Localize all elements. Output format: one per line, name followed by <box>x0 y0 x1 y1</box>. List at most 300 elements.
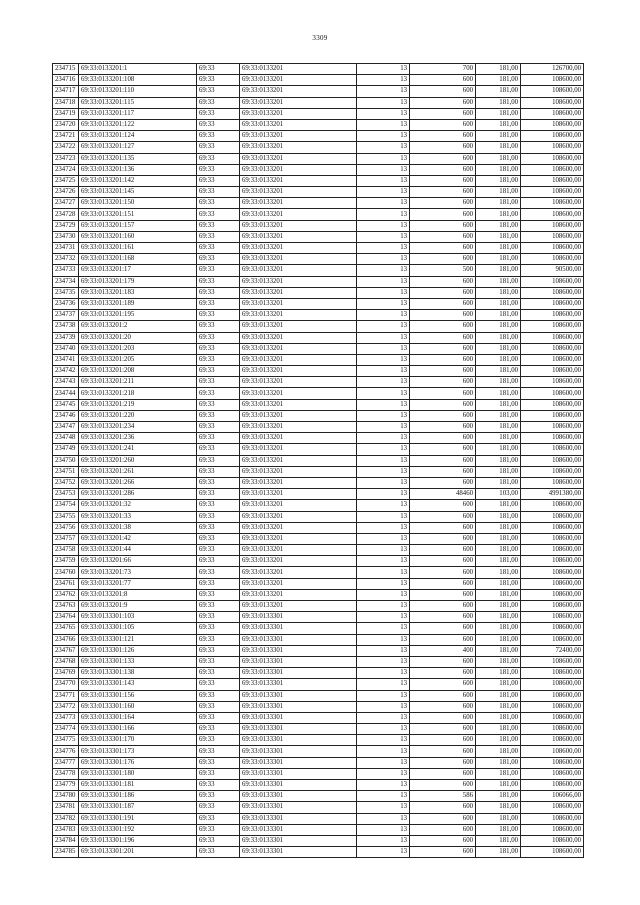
quarter-code-cell: 69:33:0133201 <box>240 276 357 287</box>
district-code-cell: 69:33 <box>197 243 240 254</box>
quarter-code-cell: 69:33:0133201 <box>240 321 357 332</box>
row-number-cell: 234761 <box>53 578 79 589</box>
table-row <box>53 455 584 466</box>
district-code-cell: 69:33 <box>197 298 240 309</box>
category-code-cell: 13 <box>357 332 410 343</box>
quarter-code-cell: 69:33:0133201 <box>240 578 357 589</box>
table-row <box>53 198 584 209</box>
category-code-cell: 13 <box>357 623 410 634</box>
category-code-cell: 13 <box>357 354 410 365</box>
quarter-code-cell: 69:33:0133301 <box>240 735 357 746</box>
quarter-code-cell: 69:33:0133201 <box>240 567 357 578</box>
cadastral-number-cell: 69:33:0133301:105 <box>79 623 197 634</box>
table-row <box>53 444 584 455</box>
district-code-cell: 69:33 <box>197 119 240 130</box>
quarter-code-cell: 69:33:0133301 <box>240 679 357 690</box>
table-row <box>53 511 584 522</box>
district-code-cell: 69:33 <box>197 444 240 455</box>
district-code-cell: 69:33 <box>197 589 240 600</box>
quarter-code-cell: 69:33:0133301 <box>240 746 357 757</box>
row-number-cell: 234778 <box>53 768 79 779</box>
cadastral-number-cell: 69:33:0133201:145 <box>79 187 197 198</box>
row-number-cell: 234721 <box>53 131 79 142</box>
category-code-cell: 13 <box>357 690 410 701</box>
table-row <box>53 354 584 365</box>
quarter-code-cell: 69:33:0133201 <box>240 198 357 209</box>
value-cell: 108600,00 <box>521 321 584 332</box>
quarter-code-cell: 69:33:0133301 <box>240 757 357 768</box>
area-cell: 500 <box>410 265 476 276</box>
area-cell: 600 <box>410 522 476 533</box>
district-code-cell: 69:33 <box>197 768 240 779</box>
area-cell: 600 <box>410 724 476 735</box>
quarter-code-cell: 69:33:0133201 <box>240 433 357 444</box>
category-code-cell: 13 <box>357 567 410 578</box>
district-code-cell: 69:33 <box>197 656 240 667</box>
area-cell: 600 <box>410 243 476 254</box>
area-cell: 600 <box>410 410 476 421</box>
category-code-cell: 13 <box>357 477 410 488</box>
quarter-code-cell: 69:33:0133201 <box>240 231 357 242</box>
area-cell: 600 <box>410 388 476 399</box>
cadastral-number-cell: 69:33:0133201:17 <box>79 265 197 276</box>
row-number-cell: 234720 <box>53 119 79 130</box>
row-number-cell: 234768 <box>53 656 79 667</box>
table-row <box>53 847 584 858</box>
row-number-cell: 234763 <box>53 601 79 612</box>
rate-cell: 181,00 <box>476 298 521 309</box>
category-code-cell: 13 <box>357 533 410 544</box>
value-cell: 108600,00 <box>521 254 584 265</box>
row-number-cell: 234769 <box>53 668 79 679</box>
table-row <box>53 164 584 175</box>
district-code-cell: 69:33 <box>197 265 240 276</box>
rate-cell: 181,00 <box>476 410 521 421</box>
rate-cell: 181,00 <box>476 466 521 477</box>
rate-cell: 181,00 <box>476 735 521 746</box>
cadastral-number-cell: 69:33:0133301:138 <box>79 668 197 679</box>
row-number-cell: 234773 <box>53 712 79 723</box>
category-code-cell: 13 <box>357 645 410 656</box>
district-code-cell: 69:33 <box>197 813 240 824</box>
value-cell: 108600,00 <box>521 209 584 220</box>
row-number-cell: 234732 <box>53 254 79 265</box>
cadastral-number-cell: 69:33:0133301:173 <box>79 746 197 757</box>
value-cell: 90500,00 <box>521 265 584 276</box>
quarter-code-cell: 69:33:0133301 <box>240 623 357 634</box>
category-code-cell: 13 <box>357 791 410 802</box>
district-code-cell: 69:33 <box>197 511 240 522</box>
category-code-cell: 13 <box>357 578 410 589</box>
row-number-cell: 234717 <box>53 86 79 97</box>
district-code-cell: 69:33 <box>197 276 240 287</box>
district-code-cell: 69:33 <box>197 366 240 377</box>
cadastral-number-cell: 69:33:0133301:180 <box>79 768 197 779</box>
table-row <box>53 97 584 108</box>
area-cell: 600 <box>410 578 476 589</box>
value-cell: 108600,00 <box>521 634 584 645</box>
area-cell: 600 <box>410 377 476 388</box>
cadastral-number-cell: 69:33:0133301:126 <box>79 645 197 656</box>
area-cell: 600 <box>410 656 476 667</box>
area-cell: 600 <box>410 332 476 343</box>
category-code-cell: 13 <box>357 712 410 723</box>
value-cell: 108600,00 <box>521 343 584 354</box>
area-cell: 586 <box>410 791 476 802</box>
area-cell: 600 <box>410 433 476 444</box>
quarter-code-cell: 69:33:0133201 <box>240 455 357 466</box>
district-code-cell: 69:33 <box>197 422 240 433</box>
row-number-cell: 234725 <box>53 175 79 186</box>
table-row <box>53 757 584 768</box>
value-cell: 108600,00 <box>521 444 584 455</box>
district-code-cell: 69:33 <box>197 332 240 343</box>
quarter-code-cell: 69:33:0133201 <box>240 354 357 365</box>
row-number-cell: 234746 <box>53 410 79 421</box>
quarter-code-cell: 69:33:0133201 <box>240 511 357 522</box>
category-code-cell: 13 <box>357 377 410 388</box>
rate-cell: 181,00 <box>476 835 521 846</box>
table-row <box>53 645 584 656</box>
table-row <box>53 567 584 578</box>
area-cell: 600 <box>410 623 476 634</box>
quarter-code-cell: 69:33:0133201 <box>240 142 357 153</box>
value-cell: 108600,00 <box>521 410 584 421</box>
cadastral-number-cell: 69:33:0133201:203 <box>79 343 197 354</box>
quarter-code-cell: 69:33:0133201 <box>240 589 357 600</box>
quarter-code-cell: 69:33:0133201 <box>240 265 357 276</box>
row-number-cell: 234735 <box>53 287 79 298</box>
category-code-cell: 13 <box>357 108 410 119</box>
area-cell: 600 <box>410 701 476 712</box>
rate-cell: 181,00 <box>476 500 521 511</box>
district-code-cell: 69:33 <box>197 310 240 321</box>
row-number-cell: 234754 <box>53 500 79 511</box>
rate-cell: 181,00 <box>476 254 521 265</box>
category-code-cell: 13 <box>357 209 410 220</box>
category-code-cell: 13 <box>357 444 410 455</box>
table-row <box>53 209 584 220</box>
row-number-cell: 234752 <box>53 477 79 488</box>
value-cell: 108600,00 <box>521 377 584 388</box>
category-code-cell: 13 <box>357 388 410 399</box>
value-cell: 108600,00 <box>521 533 584 544</box>
row-number-cell: 234743 <box>53 377 79 388</box>
quarter-code-cell: 69:33:0133201 <box>240 175 357 186</box>
category-code-cell: 13 <box>357 321 410 332</box>
value-cell: 108600,00 <box>521 556 584 567</box>
row-number-cell: 234749 <box>53 444 79 455</box>
district-code-cell: 69:33 <box>197 735 240 746</box>
cadastral-number-cell: 69:33:0133301:186 <box>79 791 197 802</box>
area-cell: 600 <box>410 175 476 186</box>
district-code-cell: 69:33 <box>197 75 240 86</box>
quarter-code-cell: 69:33:0133201 <box>240 187 357 198</box>
district-code-cell: 69:33 <box>197 668 240 679</box>
cadastral-number-cell: 69:33:0133201:151 <box>79 209 197 220</box>
category-code-cell: 13 <box>357 701 410 712</box>
district-code-cell: 69:33 <box>197 612 240 623</box>
district-code-cell: 69:33 <box>197 321 240 332</box>
category-code-cell: 13 <box>357 824 410 835</box>
value-cell: 108600,00 <box>521 813 584 824</box>
quarter-code-cell: 69:33:0133201 <box>240 366 357 377</box>
category-code-cell: 13 <box>357 500 410 511</box>
table-row <box>53 254 584 265</box>
category-code-cell: 13 <box>357 422 410 433</box>
row-number-cell: 234726 <box>53 187 79 198</box>
rate-cell: 181,00 <box>476 209 521 220</box>
row-number-cell: 234747 <box>53 422 79 433</box>
table-row <box>53 276 584 287</box>
cadastral-number-cell: 69:33:0133201:42 <box>79 533 197 544</box>
district-code-cell: 69:33 <box>197 780 240 791</box>
category-code-cell: 13 <box>357 522 410 533</box>
category-code-cell: 13 <box>357 198 410 209</box>
value-cell: 108600,00 <box>521 220 584 231</box>
cadastral-number-cell: 69:33:0133201:266 <box>79 477 197 488</box>
rate-cell: 181,00 <box>476 847 521 858</box>
rate-cell: 181,00 <box>476 802 521 813</box>
district-code-cell: 69:33 <box>197 198 240 209</box>
cadastral-number-cell: 69:33:0133301:192 <box>79 824 197 835</box>
value-cell: 108600,00 <box>521 668 584 679</box>
cadastral-number-cell: 69:33:0133201:136 <box>79 164 197 175</box>
value-cell: 108600,00 <box>521 455 584 466</box>
cadastral-number-cell: 69:33:0133301:143 <box>79 679 197 690</box>
row-number-cell: 234759 <box>53 556 79 567</box>
rate-cell: 181,00 <box>476 354 521 365</box>
row-number-cell: 234772 <box>53 701 79 712</box>
cadastral-number-cell: 69:33:0133201:160 <box>79 231 197 242</box>
quarter-code-cell: 69:33:0133201 <box>240 75 357 86</box>
district-code-cell: 69:33 <box>197 746 240 757</box>
quarter-code-cell: 69:33:0133301 <box>240 802 357 813</box>
cadastral-number-cell: 69:33:0133301:160 <box>79 701 197 712</box>
cadastral-number-cell: 69:33:0133301:164 <box>79 712 197 723</box>
table-row <box>53 690 584 701</box>
cadastral-number-cell: 69:33:0133201:161 <box>79 243 197 254</box>
district-code-cell: 69:33 <box>197 433 240 444</box>
area-cell: 600 <box>410 802 476 813</box>
category-code-cell: 13 <box>357 589 410 600</box>
table-row <box>53 298 584 309</box>
value-cell: 108600,00 <box>521 388 584 399</box>
category-code-cell: 13 <box>357 153 410 164</box>
area-cell: 600 <box>410 108 476 119</box>
value-cell: 108600,00 <box>521 332 584 343</box>
table-row <box>53 601 584 612</box>
value-cell: 4991380,00 <box>521 489 584 500</box>
cadastral-number-cell: 69:33:0133201:183 <box>79 287 197 298</box>
value-cell: 108600,00 <box>521 164 584 175</box>
district-code-cell: 69:33 <box>197 522 240 533</box>
rate-cell: 181,00 <box>476 265 521 276</box>
table-row <box>53 175 584 186</box>
value-cell: 108600,00 <box>521 287 584 298</box>
row-number-cell: 234760 <box>53 567 79 578</box>
cadastral-number-cell: 69:33:0133201:189 <box>79 298 197 309</box>
quarter-code-cell: 69:33:0133201 <box>240 489 357 500</box>
cadastral-number-cell: 69:33:0133301:156 <box>79 690 197 701</box>
row-number-cell: 234784 <box>53 835 79 846</box>
cadastral-number-cell: 69:33:0133301:103 <box>79 612 197 623</box>
rate-cell: 181,00 <box>476 567 521 578</box>
value-cell: 108600,00 <box>521 366 584 377</box>
value-cell: 108600,00 <box>521 422 584 433</box>
cadastral-number-cell: 69:33:0133201:211 <box>79 377 197 388</box>
rate-cell: 181,00 <box>476 433 521 444</box>
row-number-cell: 234742 <box>53 366 79 377</box>
value-cell: 108600,00 <box>521 399 584 410</box>
area-cell: 600 <box>410 847 476 858</box>
category-code-cell: 13 <box>357 735 410 746</box>
value-cell: 108600,00 <box>521 231 584 242</box>
cadastral-number-cell: 69:33:0133201:32 <box>79 500 197 511</box>
district-code-cell: 69:33 <box>197 847 240 858</box>
category-code-cell: 13 <box>357 433 410 444</box>
row-number-cell: 234736 <box>53 298 79 309</box>
table-row <box>53 64 584 75</box>
cadastral-number-cell: 69:33:0133301:170 <box>79 735 197 746</box>
district-code-cell: 69:33 <box>197 86 240 97</box>
cadastral-number-cell: 69:33:0133201:260 <box>79 455 197 466</box>
rate-cell: 181,00 <box>476 623 521 634</box>
rate-cell: 181,00 <box>476 287 521 298</box>
cadastral-number-cell: 69:33:0133201:219 <box>79 399 197 410</box>
value-cell: 108600,00 <box>521 108 584 119</box>
rate-cell: 181,00 <box>476 175 521 186</box>
cadastral-number-cell: 69:33:0133201:124 <box>79 131 197 142</box>
rate-cell: 181,00 <box>476 556 521 567</box>
area-cell: 600 <box>410 511 476 522</box>
row-number-cell: 234718 <box>53 97 79 108</box>
cadastral-number-cell: 69:33:0133301:166 <box>79 724 197 735</box>
row-number-cell: 234724 <box>53 164 79 175</box>
area-cell: 600 <box>410 119 476 130</box>
value-cell: 108600,00 <box>521 802 584 813</box>
rate-cell: 181,00 <box>476 310 521 321</box>
table-row <box>53 399 584 410</box>
cadastral-number-cell: 69:33:0133201:234 <box>79 422 197 433</box>
category-code-cell: 13 <box>357 601 410 612</box>
table-row <box>53 86 584 97</box>
table-row <box>53 310 584 321</box>
table-row <box>53 802 584 813</box>
rate-cell: 181,00 <box>476 780 521 791</box>
quarter-code-cell: 69:33:0133301 <box>240 813 357 824</box>
value-cell: 108600,00 <box>521 768 584 779</box>
rate-cell: 181,00 <box>476 768 521 779</box>
area-cell: 600 <box>410 97 476 108</box>
area-cell: 600 <box>410 500 476 511</box>
table-row <box>53 187 584 198</box>
rate-cell: 181,00 <box>476 612 521 623</box>
category-code-cell: 13 <box>357 287 410 298</box>
category-code-cell: 13 <box>357 231 410 242</box>
row-number-cell: 234733 <box>53 265 79 276</box>
area-cell: 600 <box>410 589 476 600</box>
district-code-cell: 69:33 <box>197 287 240 298</box>
area-cell: 600 <box>410 455 476 466</box>
table-row <box>53 522 584 533</box>
table-row <box>53 768 584 779</box>
table-row <box>53 410 584 421</box>
area-cell: 600 <box>410 757 476 768</box>
area-cell: 600 <box>410 466 476 477</box>
area-cell: 600 <box>410 187 476 198</box>
rate-cell: 181,00 <box>476 388 521 399</box>
category-code-cell: 13 <box>357 64 410 75</box>
rate-cell: 181,00 <box>476 455 521 466</box>
area-cell: 600 <box>410 601 476 612</box>
rate-cell: 181,00 <box>476 75 521 86</box>
category-code-cell: 13 <box>357 243 410 254</box>
district-code-cell: 69:33 <box>197 701 240 712</box>
value-cell: 108600,00 <box>521 354 584 365</box>
rate-cell: 181,00 <box>476 712 521 723</box>
row-number-cell: 234756 <box>53 522 79 533</box>
quarter-code-cell: 69:33:0133301 <box>240 847 357 858</box>
area-cell: 600 <box>410 198 476 209</box>
table-row <box>53 533 584 544</box>
value-cell: 108600,00 <box>521 835 584 846</box>
area-cell: 600 <box>410 477 476 488</box>
area-cell: 600 <box>410 746 476 757</box>
quarter-code-cell: 69:33:0133201 <box>240 343 357 354</box>
row-number-cell: 234728 <box>53 209 79 220</box>
category-code-cell: 13 <box>357 489 410 500</box>
category-code-cell: 13 <box>357 142 410 153</box>
rate-cell: 181,00 <box>476 142 521 153</box>
area-cell: 600 <box>410 813 476 824</box>
area-cell: 600 <box>410 366 476 377</box>
table-row <box>53 422 584 433</box>
quarter-code-cell: 69:33:0133201 <box>240 310 357 321</box>
value-cell: 108600,00 <box>521 153 584 164</box>
row-number-cell: 234719 <box>53 108 79 119</box>
row-number-cell: 234744 <box>53 388 79 399</box>
quarter-code-cell: 69:33:0133301 <box>240 712 357 723</box>
rate-cell: 181,00 <box>476 578 521 589</box>
district-code-cell: 69:33 <box>197 64 240 75</box>
cadastral-number-cell: 69:33:0133301:181 <box>79 780 197 791</box>
rate-cell: 181,00 <box>476 533 521 544</box>
value-cell: 108600,00 <box>521 780 584 791</box>
district-code-cell: 69:33 <box>197 142 240 153</box>
row-number-cell: 234785 <box>53 847 79 858</box>
area-cell: 600 <box>410 86 476 97</box>
cadastral-number-cell: 69:33:0133201:77 <box>79 578 197 589</box>
table-row <box>53 701 584 712</box>
value-cell: 108600,00 <box>521 701 584 712</box>
row-number-cell: 234766 <box>53 634 79 645</box>
quarter-code-cell: 69:33:0133301 <box>240 724 357 735</box>
district-code-cell: 69:33 <box>197 500 240 511</box>
row-number-cell: 234730 <box>53 231 79 242</box>
category-code-cell: 13 <box>357 780 410 791</box>
area-cell: 600 <box>410 231 476 242</box>
area-cell: 600 <box>410 668 476 679</box>
category-code-cell: 13 <box>357 455 410 466</box>
table-row <box>53 724 584 735</box>
row-number-cell: 234783 <box>53 824 79 835</box>
district-code-cell: 69:33 <box>197 489 240 500</box>
category-code-cell: 13 <box>357 131 410 142</box>
table-row <box>53 656 584 667</box>
category-code-cell: 13 <box>357 668 410 679</box>
row-number-cell: 234755 <box>53 511 79 522</box>
